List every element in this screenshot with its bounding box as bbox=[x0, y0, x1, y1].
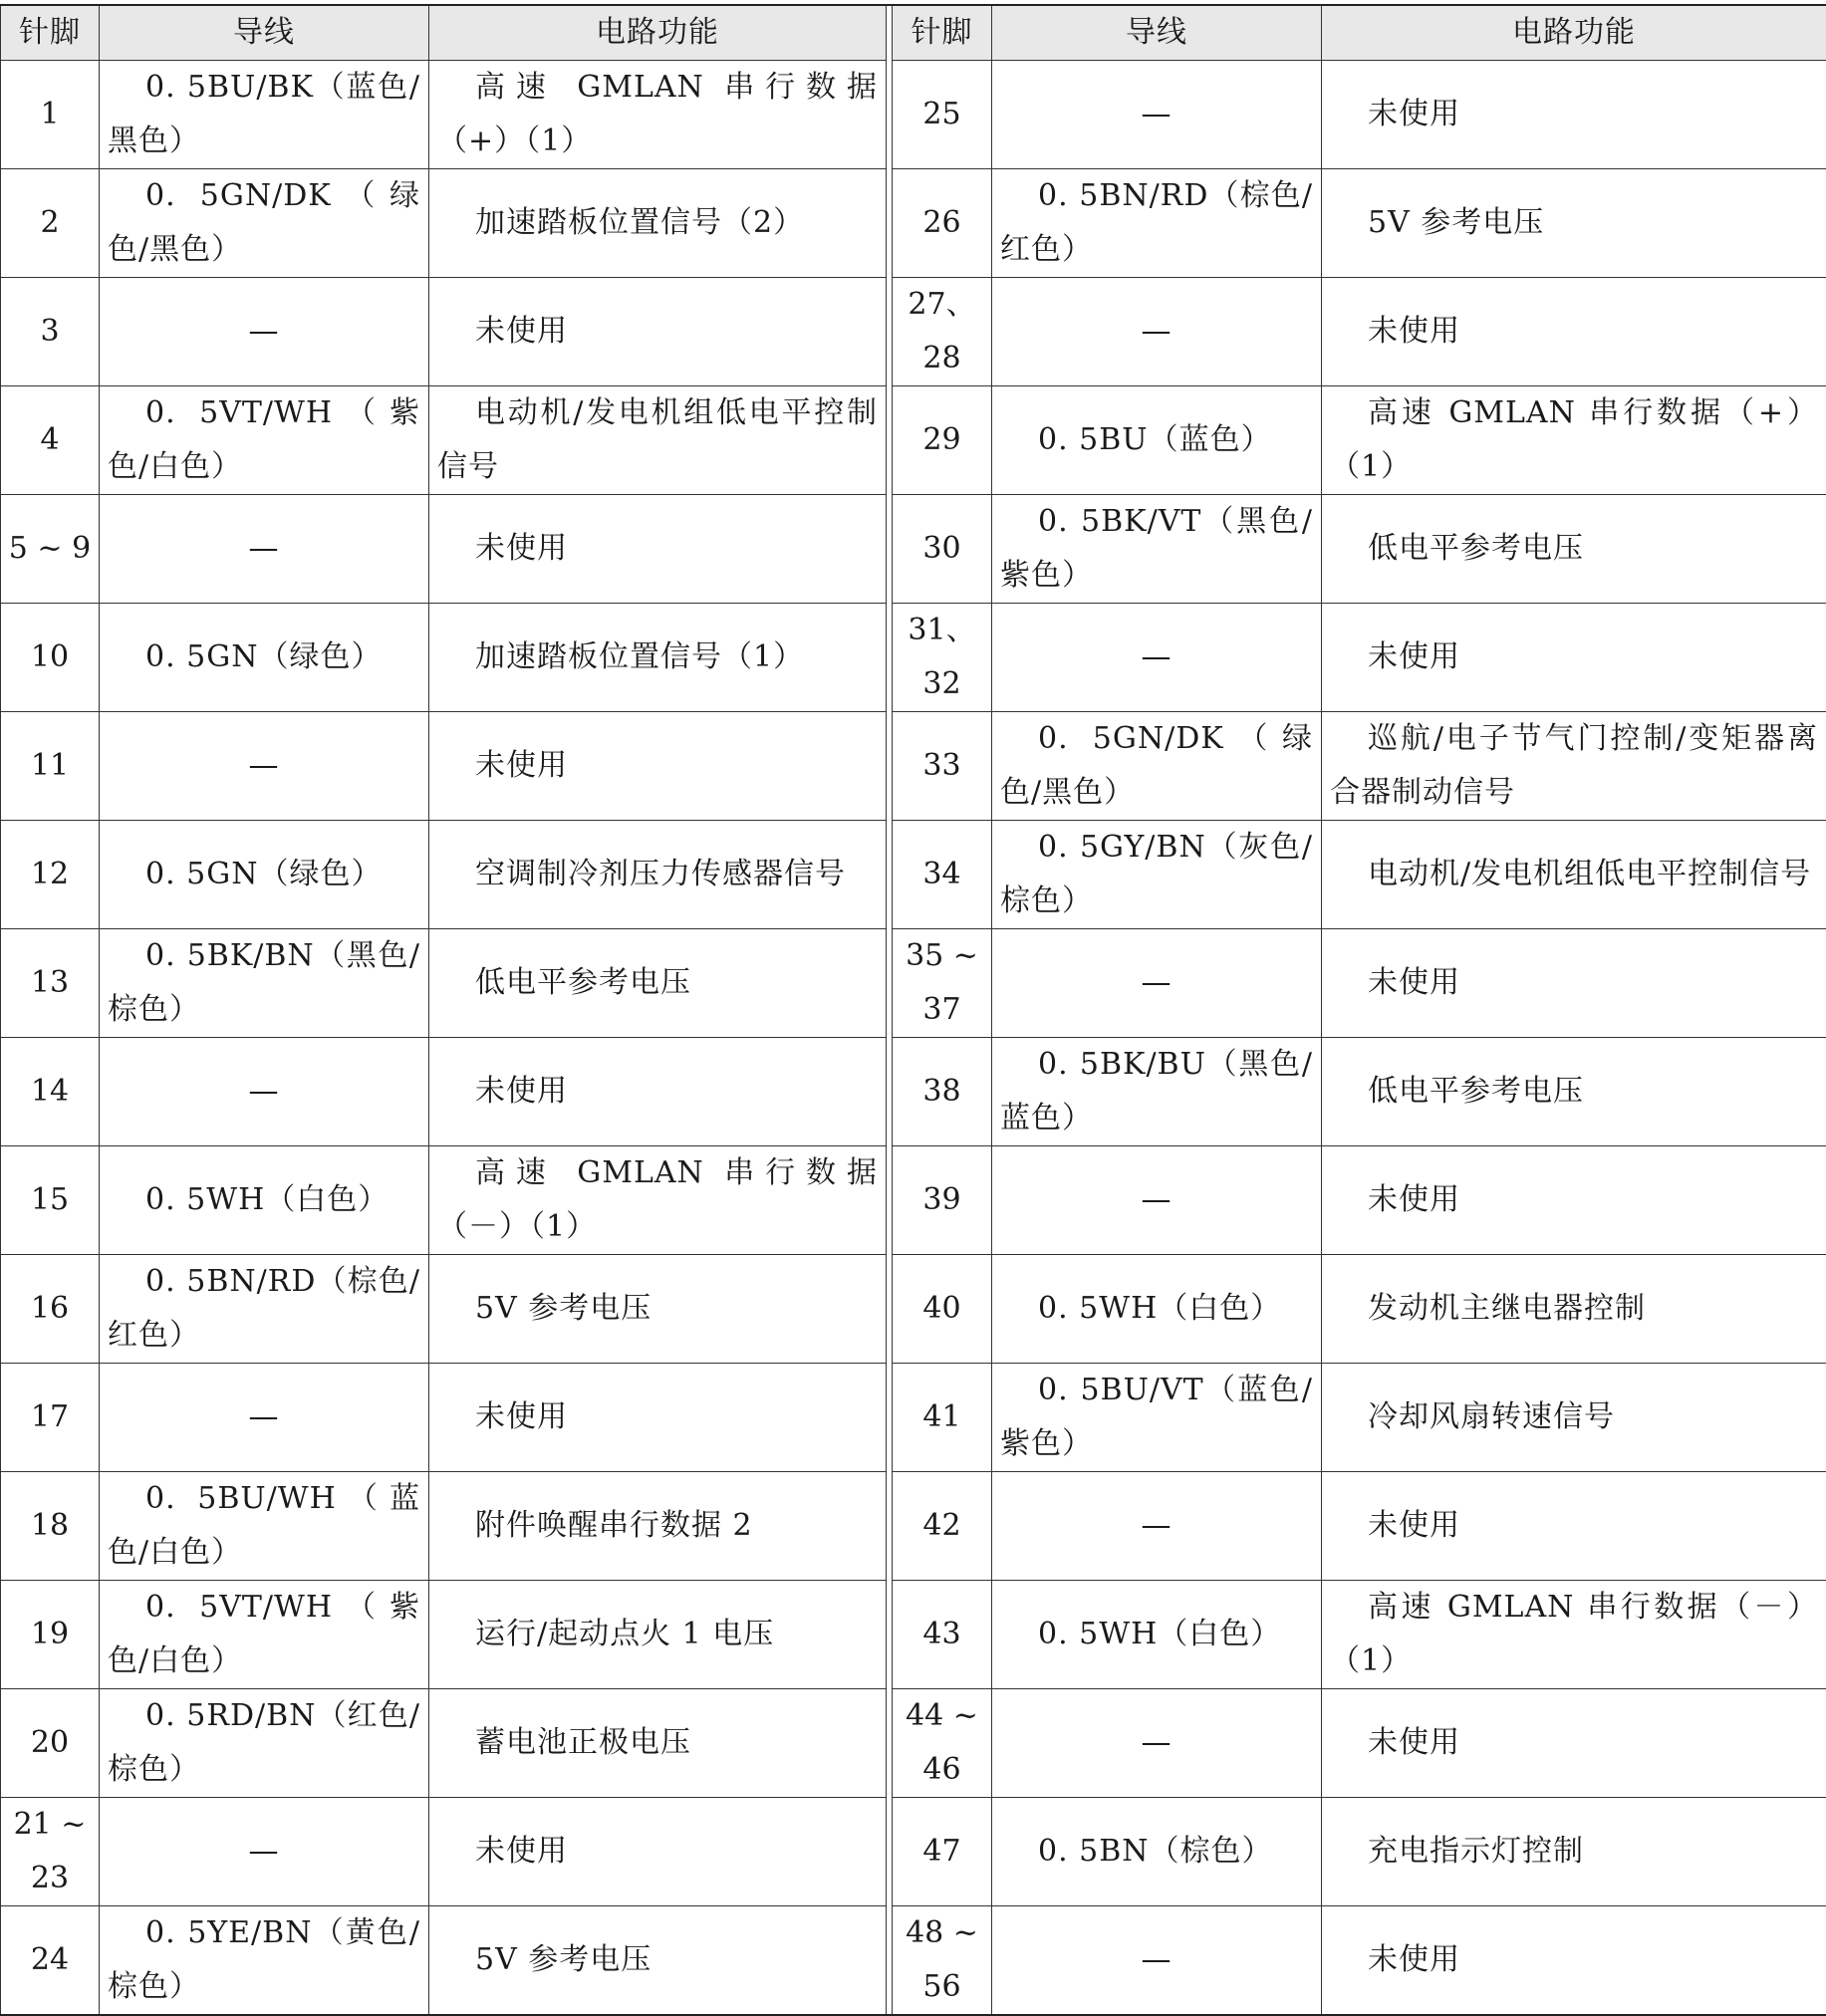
left-func-cell: 未使用 bbox=[429, 712, 887, 821]
right-pin-cell: 27、28 bbox=[893, 278, 992, 386]
right-pin-cell: 41 bbox=[893, 1364, 992, 1472]
left-func-cell: 加速踏板位置信号（2） bbox=[429, 169, 887, 278]
table-row bbox=[1, 604, 1826, 712]
left-pin-cell: 12 bbox=[1, 821, 100, 929]
left-pin-cell: 17 bbox=[1, 1364, 100, 1472]
left-pin-cell: 2 bbox=[1, 169, 100, 278]
table-row bbox=[1, 1038, 1826, 1146]
table-row bbox=[1, 169, 1826, 278]
right-func-cell: 5V 参考电压 bbox=[1322, 169, 1826, 278]
table-row bbox=[1, 495, 1826, 604]
left-wire-cell: 0. 5BN/RD（棕色/红色） bbox=[100, 1255, 429, 1364]
header-wire-right: 导线 bbox=[992, 5, 1322, 61]
connector-pinout-table bbox=[0, 4, 1826, 2016]
table-row bbox=[1, 1581, 1826, 1689]
table-row bbox=[1, 1472, 1826, 1581]
table-row bbox=[1, 278, 1826, 386]
right-pin-cell: 39 bbox=[893, 1146, 992, 1255]
table-row bbox=[1, 1906, 1826, 2016]
right-func-cell: 冷却风扇转速信号 bbox=[1322, 1364, 1826, 1472]
right-wire-cell: — bbox=[992, 61, 1322, 169]
right-func-cell: 未使用 bbox=[1322, 929, 1826, 1038]
right-func-cell: 高速 GMLAN 串行数据（+）（1） bbox=[1322, 386, 1826, 495]
right-pin-cell: 33 bbox=[893, 712, 992, 821]
right-func-cell: 未使用 bbox=[1322, 604, 1826, 712]
left-func-cell: 低电平参考电压 bbox=[429, 929, 887, 1038]
right-pin-cell: 48 ~ 56 bbox=[893, 1906, 992, 2016]
header-wire-left: 导线 bbox=[100, 5, 429, 61]
table-row bbox=[1, 1364, 1826, 1472]
right-func-cell: 电动机/发电机组低电平控制信号 bbox=[1322, 821, 1826, 929]
left-func-cell: 未使用 bbox=[429, 1798, 887, 1906]
left-pin-cell: 15 bbox=[1, 1146, 100, 1255]
right-pin-cell: 29 bbox=[893, 386, 992, 495]
left-wire-cell: 0. 5GN/DK（绿色/黑色） bbox=[100, 169, 429, 278]
left-pin-cell: 4 bbox=[1, 386, 100, 495]
right-wire-cell: 0. 5BU/VT（蓝色/紫色） bbox=[992, 1364, 1322, 1472]
left-wire-cell: 0. 5GN（绿色） bbox=[100, 821, 429, 929]
right-wire-cell: — bbox=[992, 604, 1322, 712]
right-wire-cell: — bbox=[992, 1146, 1322, 1255]
right-pin-cell: 38 bbox=[893, 1038, 992, 1146]
table-row bbox=[1, 929, 1826, 1038]
left-func-cell: 5V 参考电压 bbox=[429, 1906, 887, 2016]
header-pin-left: 针脚 bbox=[1, 5, 100, 61]
right-wire-cell: — bbox=[992, 929, 1322, 1038]
left-wire-cell: — bbox=[100, 1364, 429, 1472]
right-pin-cell: 40 bbox=[893, 1255, 992, 1364]
right-func-cell: 未使用 bbox=[1322, 1472, 1826, 1581]
table-row bbox=[1, 61, 1826, 169]
right-wire-cell: 0. 5GY/BN（灰色/棕色） bbox=[992, 821, 1322, 929]
right-wire-cell: 0. 5BN（棕色） bbox=[992, 1798, 1322, 1906]
left-func-cell: 电动机/发电机组低电平控制信号 bbox=[429, 386, 887, 495]
right-wire-cell: 0. 5BK/VT（黑色/紫色） bbox=[992, 495, 1322, 604]
left-wire-cell: 0. 5VT/WH（紫色/白色） bbox=[100, 386, 429, 495]
left-wire-cell: — bbox=[100, 1038, 429, 1146]
left-func-cell: 蓄电池正极电压 bbox=[429, 1689, 887, 1798]
left-wire-cell: 0. 5BU/BK（蓝色/黑色） bbox=[100, 61, 429, 169]
right-wire-cell: 0. 5GN/DK（绿色/黑色） bbox=[992, 712, 1322, 821]
right-pin-cell: 34 bbox=[893, 821, 992, 929]
right-wire-cell: — bbox=[992, 1472, 1322, 1581]
left-func-cell: 加速踏板位置信号（1） bbox=[429, 604, 887, 712]
left-pin-cell: 13 bbox=[1, 929, 100, 1038]
left-pin-cell: 24 bbox=[1, 1906, 100, 2016]
left-func-cell: 未使用 bbox=[429, 278, 887, 386]
left-func-cell: 运行/起动点火 1 电压 bbox=[429, 1581, 887, 1689]
left-wire-cell: — bbox=[100, 1798, 429, 1906]
left-func-cell: 空调制冷剂压力传感器信号 bbox=[429, 821, 887, 929]
left-pin-cell: 14 bbox=[1, 1038, 100, 1146]
right-func-cell: 发动机主继电器控制 bbox=[1322, 1255, 1826, 1364]
left-wire-cell: 0. 5RD/BN（红色/棕色） bbox=[100, 1689, 429, 1798]
left-wire-cell: 0. 5BK/BN（黑色/棕色） bbox=[100, 929, 429, 1038]
right-wire-cell: — bbox=[992, 1906, 1322, 2016]
table-row bbox=[1, 1255, 1826, 1364]
left-func-cell: 未使用 bbox=[429, 1364, 887, 1472]
left-pin-cell: 1 bbox=[1, 61, 100, 169]
right-wire-cell: 0. 5WH（白色） bbox=[992, 1581, 1322, 1689]
right-func-cell: 充电指示灯控制 bbox=[1322, 1798, 1826, 1906]
left-func-cell: 高速 GMLAN 串行数据（+）（1） bbox=[429, 61, 887, 169]
right-func-cell: 低电平参考电压 bbox=[1322, 1038, 1826, 1146]
pin-rows bbox=[1, 61, 1826, 2016]
right-pin-cell: 26 bbox=[893, 169, 992, 278]
left-func-cell: 未使用 bbox=[429, 495, 887, 604]
table-row bbox=[1, 712, 1826, 821]
left-pin-cell: 21 ~ 23 bbox=[1, 1798, 100, 1906]
header-row bbox=[1, 5, 1826, 61]
left-func-cell: 附件唤醒串行数据 2 bbox=[429, 1472, 887, 1581]
left-pin-cell: 5 ~ 9 bbox=[1, 495, 100, 604]
header-pin-right: 针脚 bbox=[893, 5, 992, 61]
table-row bbox=[1, 386, 1826, 495]
right-pin-cell: 42 bbox=[893, 1472, 992, 1581]
right-wire-cell: 0. 5WH（白色） bbox=[992, 1255, 1322, 1364]
left-pin-cell: 10 bbox=[1, 604, 100, 712]
right-pin-cell: 30 bbox=[893, 495, 992, 604]
right-func-cell: 未使用 bbox=[1322, 61, 1826, 169]
table-row bbox=[1, 1689, 1826, 1798]
right-func-cell: 巡航/电子节气门控制/变矩器离合器制动信号 bbox=[1322, 712, 1826, 821]
right-pin-cell: 47 bbox=[893, 1798, 992, 1906]
left-pin-cell: 19 bbox=[1, 1581, 100, 1689]
left-wire-cell: 0. 5BU/WH（蓝色/白色） bbox=[100, 1472, 429, 1581]
left-pin-cell: 20 bbox=[1, 1689, 100, 1798]
left-pin-cell: 11 bbox=[1, 712, 100, 821]
left-wire-cell: 0. 5YE/BN（黄色/棕色） bbox=[100, 1906, 429, 2016]
right-wire-cell: — bbox=[992, 278, 1322, 386]
right-func-cell: 未使用 bbox=[1322, 278, 1826, 386]
right-wire-cell: 0. 5BU（蓝色） bbox=[992, 386, 1322, 495]
table-row bbox=[1, 1146, 1826, 1255]
table-row bbox=[1, 821, 1826, 929]
right-pin-cell: 44 ~ 46 bbox=[893, 1689, 992, 1798]
right-func-cell: 未使用 bbox=[1322, 1906, 1826, 2016]
left-wire-cell: 0. 5GN（绿色） bbox=[100, 604, 429, 712]
left-wire-cell: 0. 5WH（白色） bbox=[100, 1146, 429, 1255]
left-pin-cell: 3 bbox=[1, 278, 100, 386]
right-pin-cell: 31、32 bbox=[893, 604, 992, 712]
right-func-cell: 未使用 bbox=[1322, 1146, 1826, 1255]
left-func-cell: 高速 GMLAN 串行数据（－）（1） bbox=[429, 1146, 887, 1255]
left-wire-cell: — bbox=[100, 278, 429, 386]
right-wire-cell: 0. 5BK/BU（黑色/蓝色） bbox=[992, 1038, 1322, 1146]
right-wire-cell: — bbox=[992, 1689, 1322, 1798]
left-wire-cell: — bbox=[100, 495, 429, 604]
right-func-cell: 低电平参考电压 bbox=[1322, 495, 1826, 604]
left-wire-cell: — bbox=[100, 712, 429, 821]
left-func-cell: 5V 参考电压 bbox=[429, 1255, 887, 1364]
header-function-right: 电路功能 bbox=[1322, 5, 1826, 61]
right-pin-cell: 35 ~ 37 bbox=[893, 929, 992, 1038]
right-func-cell: 未使用 bbox=[1322, 1689, 1826, 1798]
right-func-cell: 高速 GMLAN 串行数据（－）（1） bbox=[1322, 1581, 1826, 1689]
right-pin-cell: 43 bbox=[893, 1581, 992, 1689]
left-pin-cell: 18 bbox=[1, 1472, 100, 1581]
header-function-left: 电路功能 bbox=[429, 5, 887, 61]
table-row bbox=[1, 1798, 1826, 1906]
left-wire-cell: 0. 5VT/WH（紫色/白色） bbox=[100, 1581, 429, 1689]
right-pin-cell: 25 bbox=[893, 61, 992, 169]
left-pin-cell: 16 bbox=[1, 1255, 100, 1364]
left-func-cell: 未使用 bbox=[429, 1038, 887, 1146]
right-wire-cell: 0. 5BN/RD（棕色/红色） bbox=[992, 169, 1322, 278]
